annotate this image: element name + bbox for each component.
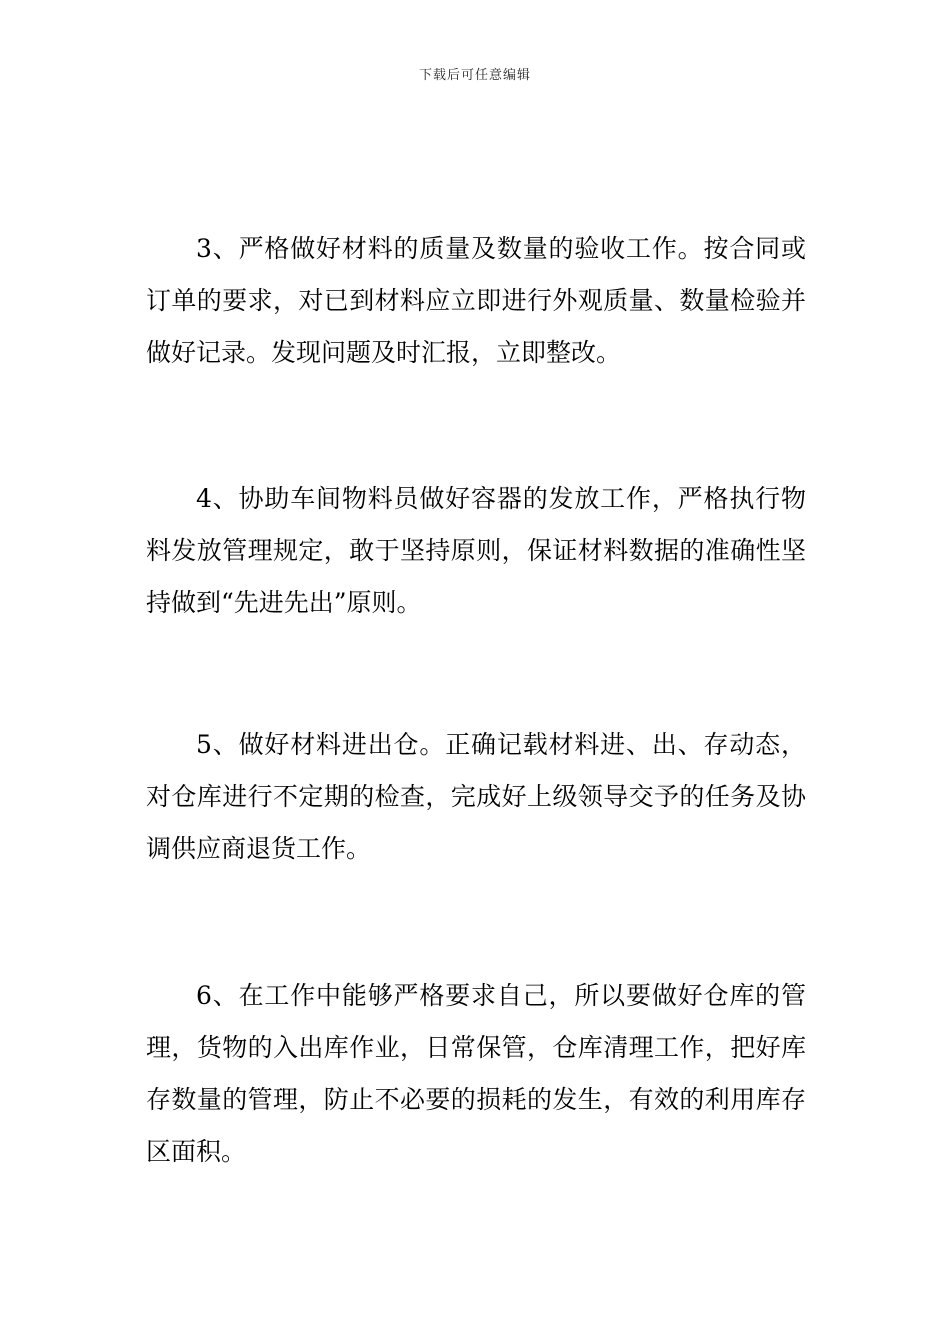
paragraph-item-4: 4、协助车间物料员做好容器的发放工作，严格执行物料发放管理规定，敢于坚持原则，保证材料数据的准确性坚持做到“先进先出”原则。 <box>146 484 806 617</box>
paragraph-item-6: 6、在工作中能够严格要求自己，所以要做好仓库的管理，货物的入出库作业，日常保管，仓库清理工作，把好库存数量的管理，防止不必要的损耗的发生，有效的利用库存区面积。 <box>146 981 806 1166</box>
page-header: 下载后可任意编辑 <box>418 68 531 83</box>
paragraph-item-5: 5、做好材料进出仓。正确记载材料进、出、存动态，对仓库进行不定期的检查，完成好上级领导交予的任务及协调供应商退货工作。 <box>146 730 806 863</box>
paragraph-item-3: 3、严格做好材料的质量及数量的验收工作。按合同或订单的要求，对已到材料应立即进行外观质量、数量检验并做好记录。发现问题及时汇报，立即整改。 <box>146 234 806 367</box>
